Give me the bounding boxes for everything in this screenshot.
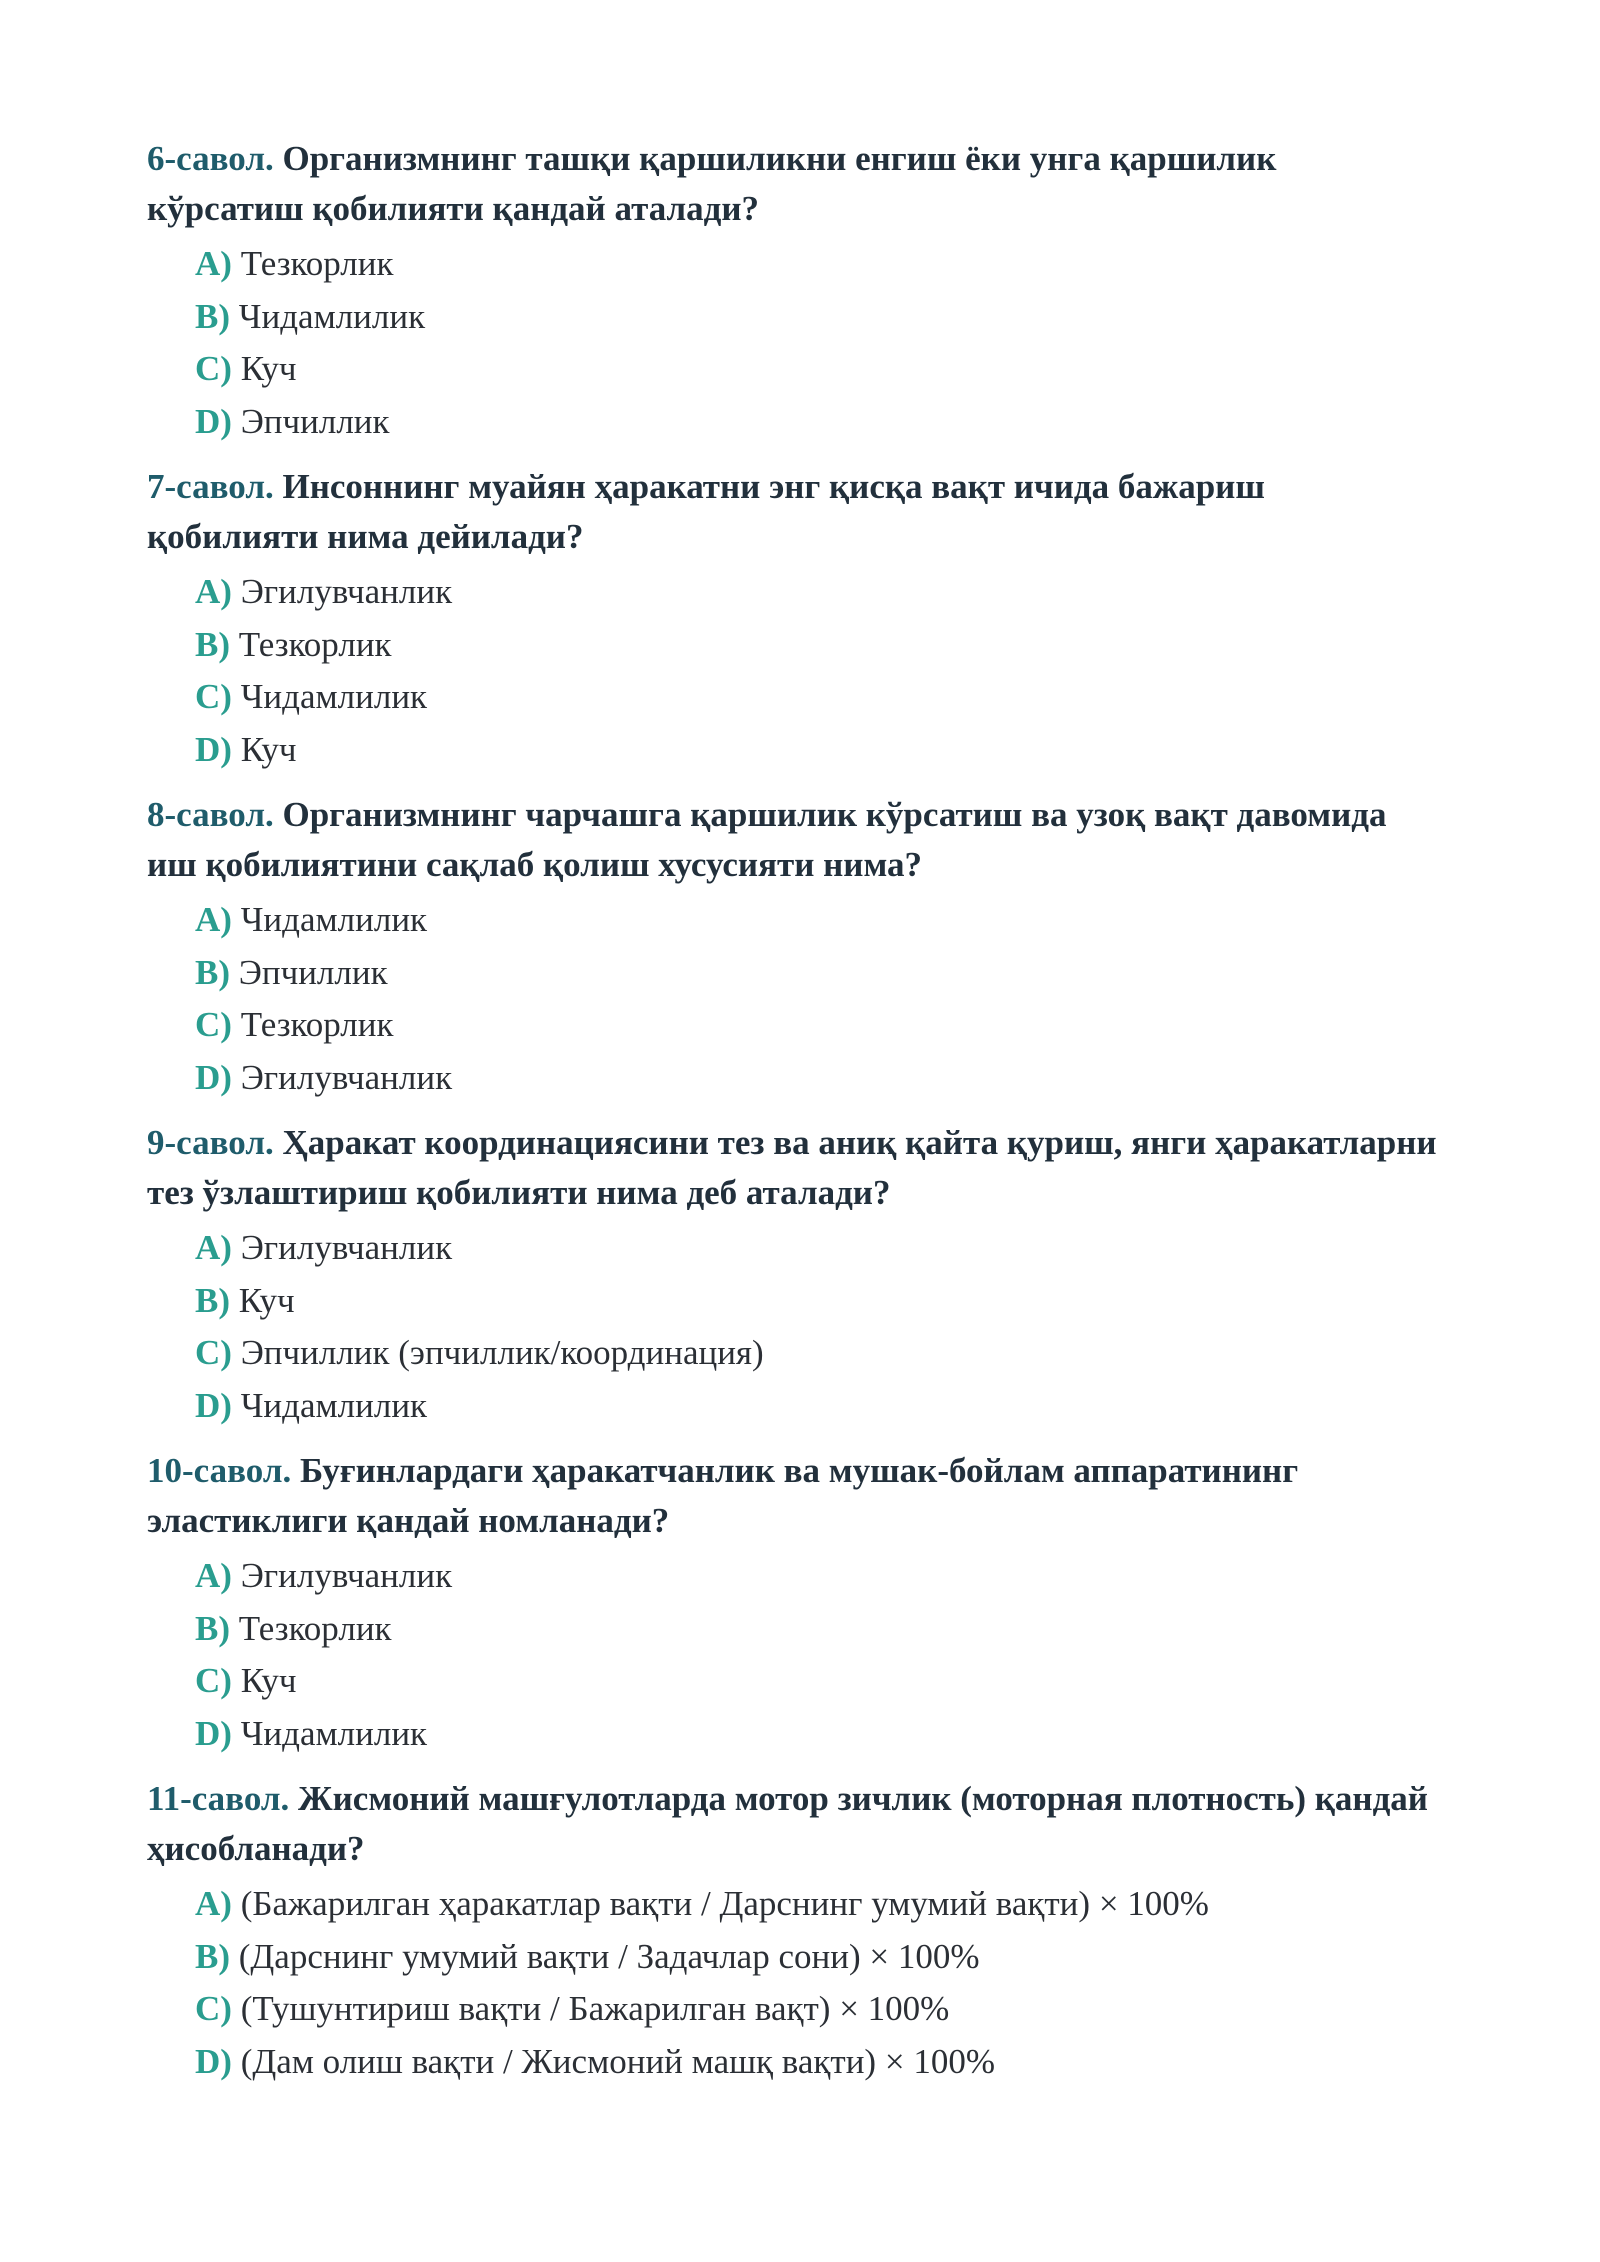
option-text: (Дарснинг умумий вақти / Задачлар сони) × 100% [238, 1936, 980, 1976]
option-letter: C) [195, 1989, 232, 2028]
answer-option-c [195, 1983, 1437, 2036]
option-letter: A) [195, 244, 232, 283]
question-body: Организмнинг чарчашга қаршилик кўрсатиш ва узоқ вақт давомида иш қобилиятини сақлаб қолиш хусусияти нима? [147, 795, 1387, 884]
option-text: Чидамлилик [240, 900, 428, 939]
answer-option-b [195, 619, 1437, 672]
question-9 [147, 1118, 1437, 1432]
question-body: Ҳаракат координациясини тез ва аниқ қайта қуриш, янги ҳаракатларни тез ўзлаштириш қобилияти нима деб аталади? [147, 1123, 1437, 1212]
option-text: Куч [238, 1280, 295, 1320]
question-7 [147, 462, 1437, 776]
question-6-text [147, 134, 1437, 234]
question-body: Жисмоний машғулотларда мотор зичлик (моторная плотность) қандай ҳисобланади? [147, 1779, 1428, 1868]
answer-options [147, 894, 1437, 1104]
answer-option-c [195, 1327, 1437, 1380]
answer-option-b [195, 1275, 1437, 1328]
option-text: Куч [240, 729, 297, 769]
question-8 [147, 790, 1437, 1104]
option-letter: C) [195, 677, 232, 716]
answer-options [147, 566, 1437, 776]
question-body: Буғинлардаги ҳаракатчанлик ва мушак-бойлам аппаратининг эластиклиги қандай номланади? [147, 1451, 1299, 1540]
option-text: Чидамлилик [240, 1385, 428, 1425]
question-11 [147, 1774, 1437, 2088]
option-text: Тезкорлик [238, 624, 392, 664]
answer-option-c [195, 671, 1437, 724]
option-text: (Тушунтириш вақти / Бажарилган вақт) × 100% [240, 1989, 950, 2028]
answer-option-a [195, 1222, 1437, 1275]
option-letter: B) [195, 624, 230, 664]
option-text: Чидамлилик [240, 677, 428, 716]
answer-option-a [195, 238, 1437, 291]
option-text: Эгилувчанлик [240, 572, 453, 611]
option-letter: D) [195, 1713, 232, 1753]
option-text: Эгилувчанлик [240, 1228, 453, 1267]
option-text: Эпчиллик [238, 952, 388, 992]
question-number: 8-савол. [147, 795, 274, 834]
answer-option-d [195, 1052, 1437, 1105]
option-letter: D) [195, 1057, 232, 1097]
question-body: Организмнинг ташқи қаршиликни енгиш ёки унга қаршилик кўрсатиш қобилияти қандай аталади? [147, 139, 1277, 228]
question-10 [147, 1446, 1437, 1760]
option-text: Эпчиллик (эпчиллик/координация) [240, 1333, 764, 1372]
option-letter: D) [195, 1385, 232, 1425]
question-number: 7-савол. [147, 467, 274, 506]
option-text: Эгилувчанлик [240, 1556, 453, 1595]
answer-options [147, 1550, 1437, 1760]
option-letter: A) [195, 900, 232, 939]
option-letter: A) [195, 1556, 232, 1595]
option-letter: B) [195, 952, 230, 992]
answer-option-d [195, 396, 1437, 449]
answer-option-d [195, 1708, 1437, 1761]
answer-option-d [195, 724, 1437, 777]
answer-options [147, 1222, 1437, 1432]
option-text: Тезкорлик [240, 244, 394, 283]
option-text: Тезкорлик [240, 1005, 394, 1044]
option-text: Эгилувчанлик [240, 1057, 453, 1097]
option-text: Чидамлилик [240, 1713, 428, 1753]
option-letter: B) [195, 1936, 230, 1976]
option-letter: A) [195, 1884, 232, 1923]
option-letter: C) [195, 349, 232, 388]
option-letter: B) [195, 1280, 230, 1320]
question-number: 10-савол. [147, 1451, 292, 1490]
question-9-text [147, 1118, 1437, 1218]
option-letter: C) [195, 1661, 232, 1700]
option-letter: D) [195, 401, 232, 441]
answer-option-a [195, 1878, 1437, 1931]
question-7-text [147, 462, 1437, 562]
option-text: Чидамлилик [238, 296, 426, 336]
question-11-text [147, 1774, 1437, 1874]
question-number: 6-савол. [147, 139, 274, 178]
answer-option-a [195, 566, 1437, 619]
question-number: 9-савол. [147, 1123, 274, 1162]
question-number: 11-савол. [147, 1779, 290, 1818]
option-letter: D) [195, 2041, 232, 2081]
question-6 [147, 134, 1437, 448]
option-letter: C) [195, 1333, 232, 1372]
answer-option-c [195, 343, 1437, 396]
option-text: Куч [240, 349, 297, 388]
answer-option-d [195, 1380, 1437, 1433]
option-text: Эпчиллик [240, 401, 390, 441]
answer-option-b [195, 291, 1437, 344]
question-8-text [147, 790, 1437, 890]
answer-option-b [195, 947, 1437, 1000]
answer-option-b [195, 1603, 1437, 1656]
option-letter: C) [195, 1005, 232, 1044]
answer-option-a [195, 894, 1437, 947]
option-text: Тезкорлик [238, 1608, 392, 1648]
option-letter: A) [195, 1228, 232, 1267]
question-body: Инсоннинг муайян ҳаракатни энг қисқа вақт ичида бажариш қобилияти нима дейилади? [147, 467, 1265, 556]
answer-option-c [195, 1655, 1437, 1708]
answer-option-c [195, 999, 1437, 1052]
answer-option-d [195, 2036, 1437, 2089]
question-10-text [147, 1446, 1437, 1546]
answer-option-a [195, 1550, 1437, 1603]
option-text: (Бажарилган ҳаракатлар вақти / Дарснинг умумий вақти) × 100% [240, 1884, 1209, 1923]
option-letter: D) [195, 729, 232, 769]
option-letter: A) [195, 572, 232, 611]
option-text: (Дам олиш вақти / Жисмоний машқ вақти) × 100% [240, 2041, 995, 2081]
answer-option-b [195, 1931, 1437, 1984]
option-letter: B) [195, 296, 230, 336]
answer-options [147, 1878, 1437, 2088]
quiz-page [147, 134, 1437, 2102]
option-letter: B) [195, 1608, 230, 1648]
option-text: Куч [240, 1661, 297, 1700]
answer-options [147, 238, 1437, 448]
